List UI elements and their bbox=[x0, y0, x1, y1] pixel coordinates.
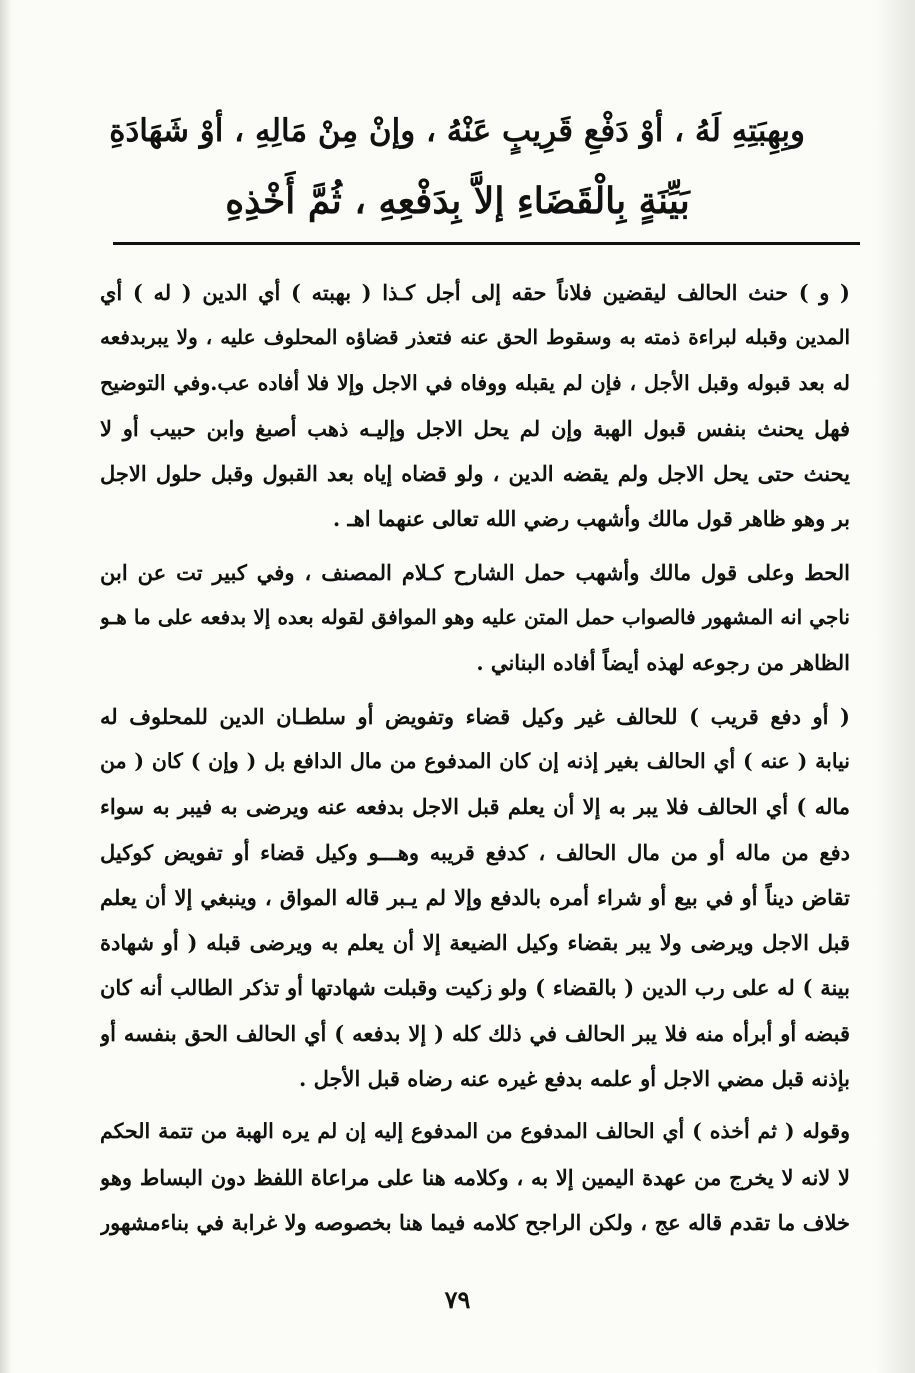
text-line: المدين وقبله لبراءة ذمته به وسقوط الحق عنه فتعذر قضاؤه المحلوف عليه ، ولا يبربدفعه bbox=[100, 325, 850, 350]
commentary-paragraph bbox=[100, 1109, 850, 1245]
text-line: نيابة ( عنه ) أي الحالف بغير إذنه إن كان المدفوع من مال الدافع بل ( وإن ) كان ( من bbox=[100, 748, 850, 773]
text-line: بينة ) له على رب الدين ( بالقضاء ) ولو زكيت وقبلت شهادتها أو تذكر الطالب أنه كان bbox=[100, 975, 850, 1001]
text-line: له بعد قبوله وقبل الأجل ، فإن لم يقبله ووفاه في الاجل وإلا فلا أفاده عب.وفي التوضيح bbox=[100, 370, 850, 395]
text-line: ناجي انه المشهور فالصواب حمل المتن عليه وهو الموافق لقوله بعده إلا بدفعه على ما هـو bbox=[100, 605, 850, 630]
text-line: خلاف ما تقدم قاله عج ، ولكن الراجح كلامه فيما هنا بخصوصه ولا غرابة في بناءمشهور bbox=[100, 1209, 850, 1235]
text-line: فهل يحنث بنفس قبول الهبة وإن لم يحل الاجل وإليـه ذهب أصبغ وابن حبيب أو لا bbox=[100, 415, 850, 441]
matn-line: بَيِّنَةٍ بِالْقَضَاءِ إلاَّ بِدَفْعِهِ ، ثُمَّ أَخْذِهِ bbox=[225, 180, 690, 222]
text-line: ماله ) أي الحالف فلا يبر به إلا أن يعلم قبل الاجل بدفعه عنه ويرضى به فيبر به سواء bbox=[100, 794, 850, 820]
commentary-paragraph bbox=[100, 270, 850, 542]
text-line: الحط وعلى قول مالك وأشهب حمل الشارح كـلام المصنف ، وفي كبير تت عن ابن bbox=[100, 559, 850, 585]
text-line: الظاهر من رجوعه لهذه أيضاً أفاده البناني . bbox=[476, 650, 850, 676]
text-line: بإذنه قبل مضي الاجل أو علمه بدفع غيره عنه رضاه قبل الأجل . bbox=[298, 1066, 850, 1092]
text-line: بر وهو ظاهر قول مالك وأشهب رضي الله تعالى عنهما اهـ . bbox=[332, 506, 850, 532]
text-line: قبضه أو أبرأه منه فلا يبر الحالف في ذلك كله ( إلا بدفعه ) أي الحالف الحق بنفسه أو bbox=[100, 1020, 850, 1046]
page-number: ٧٩ bbox=[444, 1285, 471, 1314]
commentary-paragraph bbox=[100, 550, 850, 686]
page-edge-shadow-left bbox=[0, 0, 12, 1373]
text-line: قبل الاجل ويرضى ولا يبر بقضاء وكيل الضيعة إلا أن يعلم به ويرضى قبله ( أو شهادة bbox=[100, 930, 850, 956]
text-line: لا لانه لا يخرج من عهدة اليمين إلا به ، وكلامه هنا على مراعاة اللفظ دون البساط وهو bbox=[100, 1164, 850, 1190]
matn-line: وبِهِبَتِهِ لَهُ ، أوْ دَفْعِ قَرِيبٍ عَنْهُ ، وإنْ مِنْ مَالِهِ ، أوْ شَهَادَةِ bbox=[109, 113, 805, 149]
commentary-paragraph bbox=[100, 694, 850, 1102]
text-line: تقاض ديناً أو في بيع أو شراء أمره بالدفع وإلا لم يـبر قاله المواق ، وينبغي إلا أن يعلم bbox=[100, 884, 850, 910]
text-line: ( و ) حنث الحالف ليقضين فلاناً حقه إلى أجل كـذا ( بهبته ) أي الدين ( له ) أي bbox=[100, 280, 850, 305]
text-line: يحنث حتى يحل الاجل ولم يقضه الدين ، ولو قضاه إياه بعد القبول وقبل حلول الاجل bbox=[100, 461, 850, 487]
text-line: وقوله ( ثم أخذه ) أي الحالف المدفوع من المدفوع إليه إن لم يره الهبة من تتمة الحكم bbox=[100, 1119, 850, 1144]
commentary-body bbox=[100, 270, 850, 1253]
text-line: دفع من ماله أو من مال الحالف ، كدفع قريبه وهـــو وكيل قضاء أو تفويض كوكيل bbox=[100, 839, 850, 865]
matn-heading bbox=[110, 96, 805, 236]
text-line: ( أو دفع قريب ) للحالف غير وكيل قضاء وتفويض أو سلطـان الدين للمحلوف له bbox=[100, 703, 850, 729]
separator-rule bbox=[113, 242, 860, 245]
page-edge-shadow-right bbox=[875, 0, 915, 1373]
